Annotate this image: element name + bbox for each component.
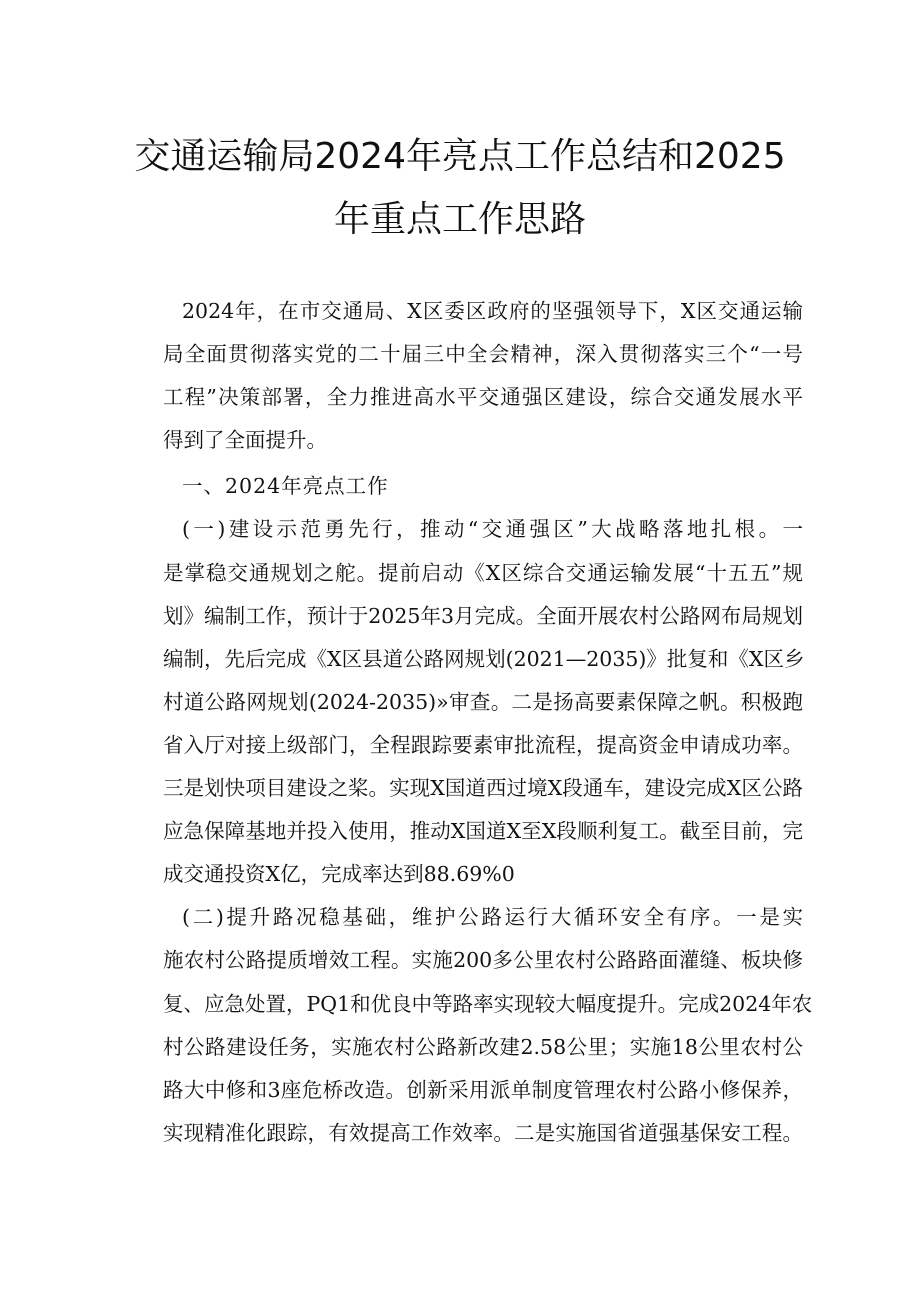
paragraph-line: 划》编制工作，预计于2025年3月完成。全面开展农村公路网布局规划 xyxy=(163,604,803,628)
intro-line: 得到了全面提升。 xyxy=(163,428,327,452)
intro-line: 局全面贯彻落实党的二十届三中全会精神，深入贯彻落实三个“一号 xyxy=(163,342,803,366)
paragraph-line: 是掌稳交通规划之舵。提前启动《X区综合交通运输发展“十五五”规 xyxy=(163,561,803,585)
paragraph-line: 村道公路网规划(2024-2035)»审查。二是扬高要素保障之帆。积极跑 xyxy=(163,690,803,714)
paragraph-line: 实现精准化跟踪，有效提高工作效率。二是实施国省道强基保安工程。 xyxy=(163,1121,803,1145)
document-title-line-1: 交通运输局2024年亮点工作总结和2025 xyxy=(134,136,786,177)
section-heading: 一、2024年亮点工作 xyxy=(182,474,389,498)
paragraph-line: 省入厅对接上级部门，全程跟踪要素审批流程，提高资金申请成功率。 xyxy=(163,733,803,757)
paragraph-line: 复、应急处置，PQ1和优良中等路率实现较大幅度提升。完成2024年农 xyxy=(163,992,813,1016)
paragraph-line: 村公路建设任务，实施农村公路新改建2.58公里；实施18公里农村公 xyxy=(163,1035,803,1059)
paragraph-line: 编制，先后完成《X区县道公路网规划(2021—2035)》批复和《X区乡 xyxy=(163,647,805,671)
intro-line: 2024年，在市交通局、X区委区政府的坚强领导下，X区交通运输 xyxy=(182,299,803,323)
paragraph-line: 成交通投资X亿，完成率达到88.69%0 xyxy=(163,862,515,886)
paragraph-line: (一)建设示范勇先行，推动“交通强区”大战略落地扎根。一 xyxy=(182,517,803,541)
paragraph-line: 施农村公路提质增效工程。实施200多公里农村公路路面灌缝、板块修 xyxy=(163,948,803,972)
paragraph-line: 路大中修和3座危桥改造。创新采用派单制度管理农村公路小修保养， xyxy=(163,1078,803,1102)
intro-line: 工程”决策部署，全力推进高水平交通强区建设，综合交通发展水平 xyxy=(163,385,803,409)
paragraph-line: 三是划快项目建设之桨。实现X国道西过境X段通车，建设完成X区公路 xyxy=(163,776,803,800)
paragraph-line: (二)提升路况稳基础，维护公路运行大循环安全有序。一是实 xyxy=(182,905,803,929)
document-title-line-2: 年重点工作思路 xyxy=(333,199,586,240)
paragraph-line: 应急保障基地并投入使用，推动X国道X至X段顺利复工。截至目前，完 xyxy=(163,819,803,843)
